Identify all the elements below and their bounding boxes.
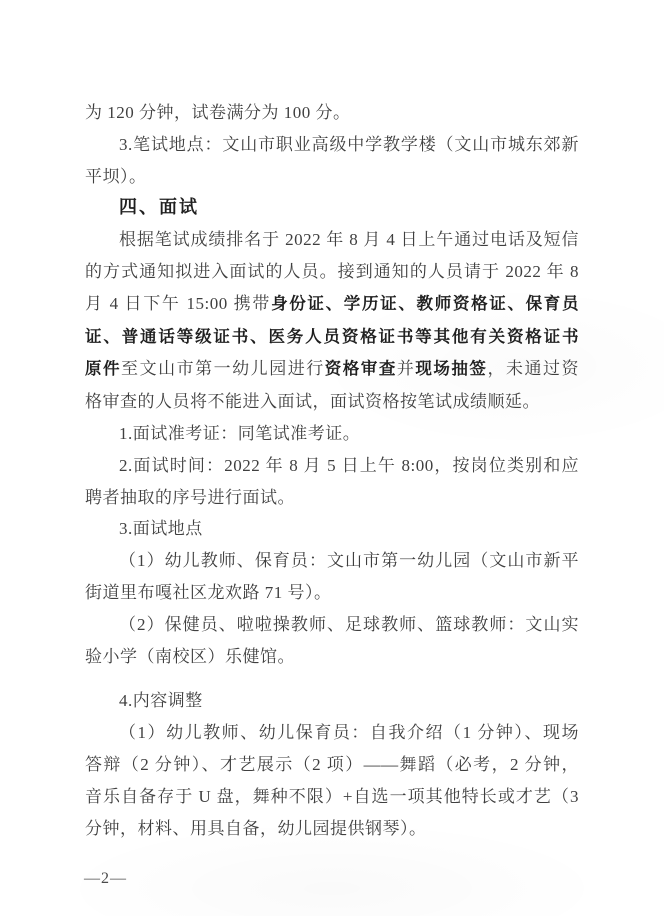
- bold-text-segment: 证、普通话等级证书、医务人员资格证书等其他有关资格证书: [85, 327, 579, 346]
- bold-text-segment: 原件: [85, 360, 122, 379]
- text-segment: 2.面试时间：2022 年 8 月 5 日上午 8:00，按岗位类别和应: [119, 455, 579, 475]
- text-segment: （1）幼儿教师、保育员：文山市第一幼儿园（文山市新平: [119, 551, 579, 571]
- text-segment: 平坝）。: [85, 166, 147, 186]
- text-line: [85, 161, 579, 193]
- text-segment: 1.面试准考证：同笔试准考证。: [119, 423, 361, 443]
- text-line: [85, 386, 579, 418]
- text-line: [85, 685, 579, 717]
- text-segment: 至文山市第一幼儿园进行: [121, 359, 325, 379]
- bold-text-segment: 四、面试: [119, 197, 199, 218]
- text-line: [85, 513, 579, 545]
- text-segment: 3.笔试地点：文山市职业高级中学教学楼（文山市城东郊新: [119, 134, 579, 154]
- text-segment: 根据笔试成绩排名于 2022 年 8 月 4 日上午通过电话及短信: [119, 230, 579, 250]
- text-line: [85, 418, 579, 450]
- text-line: [85, 641, 579, 673]
- text-segment: 为 120 分钟，试卷满分为 100 分。: [85, 103, 351, 122]
- text-line: [85, 781, 579, 813]
- text-segment: 分钟，材料、用具自备，幼儿园提供钢琴）。: [85, 818, 427, 838]
- text-segment: 4.内容调整: [119, 691, 203, 711]
- text-segment: 音乐自备存于 U 盘，舞种不限）+自选一项其他特长或才艺（3: [85, 786, 579, 806]
- document-body: [85, 97, 579, 844]
- text-segment: 格审查的人员将不能进入面试，面试资格按笔试成绩顺延。: [85, 392, 540, 412]
- text-line: [85, 353, 579, 386]
- text-line: [85, 813, 579, 845]
- text-line: [85, 450, 579, 482]
- text-segment: 验小学（南校区）乐健馆。: [85, 646, 295, 666]
- text-line: [85, 482, 579, 514]
- text-line: [85, 545, 579, 577]
- text-line: [85, 717, 579, 749]
- page-number: —2—: [84, 870, 127, 887]
- bold-text-segment: 资格审查: [324, 360, 397, 379]
- text-line: [85, 577, 579, 609]
- text-segment: 并: [396, 359, 416, 379]
- text-segment: 3.面试地点: [119, 519, 203, 539]
- bold-text-segment: 身份证、学历证、教师资格证、保育员: [271, 294, 579, 313]
- text-line: [85, 288, 579, 321]
- text-line: [85, 129, 579, 161]
- text-line: [85, 609, 579, 641]
- text-segment: 的方式通知拟进入面试的人员。接到通知的人员请于 2022 年 8: [85, 261, 579, 281]
- text-line: [85, 321, 579, 354]
- section-heading: [85, 192, 579, 224]
- text-segment: 月 4 日下午 15:00 携带: [85, 293, 272, 313]
- text-segment: 答辩（2 分钟）、才艺展示（2 项）——舞蹈（必考，2 分钟，: [85, 754, 579, 774]
- text-segment: ，未通过资: [487, 359, 580, 379]
- text-line: [85, 749, 579, 781]
- text-line: [85, 256, 579, 288]
- text-segment: 街道里布嘎社区龙欢路 71 号）。: [85, 582, 332, 602]
- text-segment: （1）幼儿教师、幼儿保育员：自我介绍（1 分钟）、现场: [119, 723, 579, 743]
- text-line: [85, 224, 579, 256]
- text-segment: 聘者抽取的序号进行面试。: [85, 487, 295, 507]
- bold-text-segment: 现场抽签: [415, 360, 488, 379]
- text-segment: （2）保健员、啦啦操教师、足球教师、篮球教师：文山实: [119, 614, 579, 634]
- text-line: [85, 97, 579, 129]
